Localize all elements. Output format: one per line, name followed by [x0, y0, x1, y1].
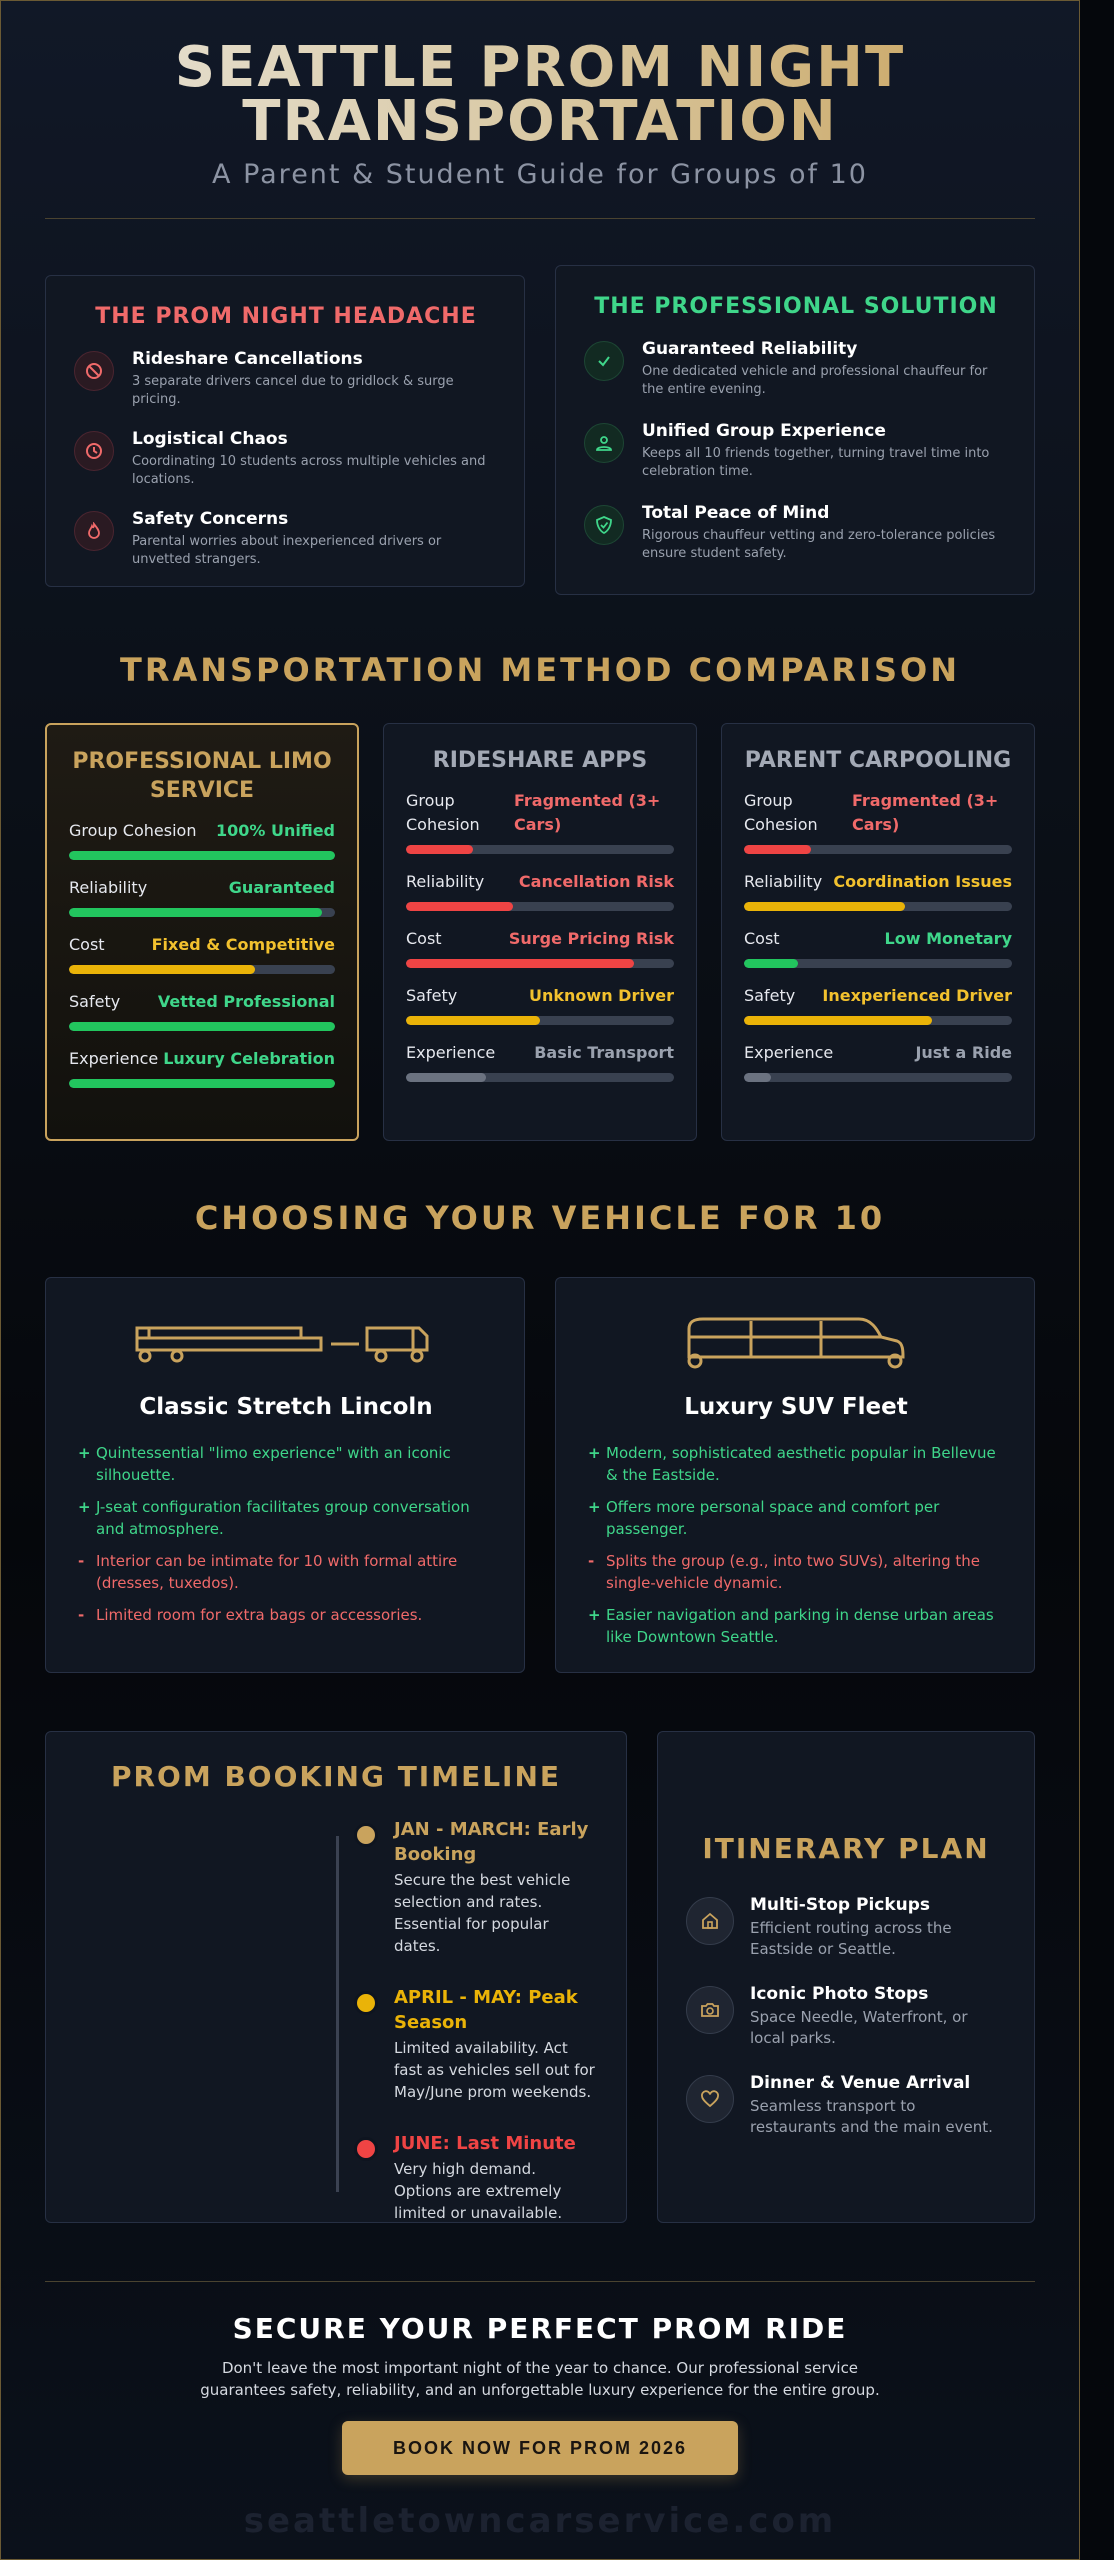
method-metrics: [406, 789, 674, 1082]
metric-bar-fill: [406, 1073, 486, 1082]
metric-row: [744, 789, 1012, 854]
metric-bar: [744, 845, 1012, 854]
metric-value: Surge Pricing Risk: [508, 929, 674, 948]
metric-label: Safety: [744, 986, 796, 1005]
ban-icon: [74, 351, 114, 391]
method-card-rideshare: [383, 723, 697, 1141]
metric-label: Experience: [406, 1043, 496, 1062]
metric-row: [406, 927, 674, 968]
point-mark: +: [588, 1498, 601, 1516]
metric-row: [406, 984, 674, 1025]
problem-item-desc: 3 separate drivers cancel due to gridlock & surge pricing.: [132, 374, 454, 407]
metric-row: [744, 927, 1012, 968]
point-text: Splits the group (e.g., into two SUVs), altering the single-vehicle dynamic.: [606, 1552, 981, 1592]
point-mark: +: [588, 1444, 601, 1462]
shield-check-icon: [584, 505, 624, 545]
metric-bar-fill: [744, 902, 905, 911]
stretch-limo-icon: [74, 1302, 498, 1380]
metric-bar: [69, 908, 335, 917]
metric-value: Coordination Issues: [833, 872, 1012, 891]
itinerary-item: [686, 1895, 1006, 1960]
metric-bar-fill: [744, 1073, 771, 1082]
itinerary-item-desc: Seamless transport to restaurants and the main event.: [750, 2097, 993, 2136]
problem-item-desc: Coordinating 10 students across multiple vehicles and locations.: [132, 454, 486, 487]
problem-item-title: Safety Concerns: [132, 509, 289, 529]
vehicle-pro: [584, 1442, 1008, 1486]
clock-icon: [74, 431, 114, 471]
itinerary-item-title: Multi-Stop Pickups: [750, 1895, 931, 1915]
point-mark: -: [588, 1552, 595, 1570]
metric-value: Fragmented (3+ Cars): [514, 791, 661, 834]
heart-icon: [686, 2075, 734, 2123]
metric-bar-fill: [406, 845, 473, 854]
metric-row: [406, 1041, 674, 1082]
metric-value: Unknown Driver: [529, 986, 674, 1005]
solution-title: THE PROFESSIONAL SOLUTION: [594, 294, 998, 319]
itinerary-item-title: Iconic Photo Stops: [750, 1984, 929, 2004]
vehicle-pro: [74, 1496, 498, 1540]
metric-bar-fill: [69, 851, 335, 860]
problem-item: [74, 349, 498, 409]
point-text: Modern, sophisticated aesthetic popular in Bellevue & the Eastside.: [606, 1444, 996, 1484]
metric-label: Experience: [69, 1049, 159, 1068]
metric-row: [69, 876, 335, 917]
metric-bar: [744, 959, 1012, 968]
solution-item-title: Total Peace of Mind: [642, 503, 830, 523]
home-icon: [686, 1897, 734, 1945]
timeline-itinerary-section: [45, 1731, 1035, 2223]
solution-item: [584, 503, 1008, 563]
method-metrics: [69, 819, 335, 1088]
metric-row: [69, 990, 335, 1031]
metric-label: Group Cohesion: [406, 791, 480, 834]
timeline-item: [76, 1985, 596, 2103]
check-icon: [584, 341, 624, 381]
header: [45, 1, 1035, 190]
metric-value: 100% Unified: [215, 821, 335, 840]
vehicle-card-suv: [555, 1277, 1035, 1673]
vehicle-pro: [584, 1604, 1008, 1648]
metric-row: [744, 1041, 1012, 1082]
problem-item-title: Rideshare Cancellations: [132, 349, 363, 369]
metric-bar-fill: [69, 1022, 335, 1031]
itinerary-item: [686, 2073, 1006, 2138]
page-title: [45, 35, 1035, 154]
itinerary-item: [686, 1984, 1006, 2049]
metric-bar: [69, 851, 335, 860]
timeline-dot: [354, 1823, 378, 1847]
metric-label: Group Cohesion: [744, 791, 818, 834]
vehicle-card-stretch: [45, 1277, 525, 1673]
timeline-title: PROM BOOKING TIMELINE: [110, 1760, 562, 1793]
point-text: Offers more personal space and comfort per passenger.: [606, 1498, 940, 1538]
point-text: J-seat configuration facilitates group conversation and atmosphere.: [96, 1498, 470, 1538]
metric-value: Low Monetary: [884, 929, 1012, 948]
metric-bar: [406, 902, 674, 911]
method-card-limo: [45, 723, 359, 1141]
timeline-dot: [354, 2137, 378, 2161]
metric-value: Guaranteed: [228, 878, 335, 897]
flame-icon: [74, 511, 114, 551]
metric-row: [744, 984, 1012, 1025]
solution-item: [584, 421, 1008, 481]
vehicles-title: CHOOSING YOUR VEHICLE FOR 10: [194, 1199, 886, 1237]
point-mark: +: [588, 1606, 601, 1624]
metric-bar-fill: [69, 1079, 335, 1088]
metric-bar-fill: [744, 1016, 932, 1025]
metric-bar: [406, 1016, 674, 1025]
solution-item: [584, 339, 1008, 399]
vehicle-points: [584, 1442, 1008, 1648]
point-mark: +: [78, 1498, 91, 1516]
metric-label: Cost: [744, 929, 780, 948]
cta-section: [45, 2312, 1035, 2541]
timeline-item-desc: Limited availability. Act fast as vehicles sell out for May/June prom weekends.: [394, 2039, 595, 2101]
metric-value: Inexperienced Driver: [822, 986, 1012, 1005]
point-mark: -: [78, 1606, 85, 1624]
metric-row: [69, 933, 335, 974]
problem-item: [74, 429, 498, 489]
metric-bar: [69, 1022, 335, 1031]
timeline-items: [76, 1817, 596, 2224]
method-title: PARENT CARPOOLING: [744, 748, 1012, 773]
metric-row: [69, 819, 335, 860]
method-title: PROFESSIONAL LIMO SERVICE: [72, 749, 332, 803]
timeline-item: [76, 2131, 596, 2224]
metric-bar-fill: [69, 908, 322, 917]
vehicle-name: Classic Stretch Lincoln: [139, 1394, 433, 1420]
method-metrics: [744, 789, 1012, 1082]
vehicle-name: Luxury SUV Fleet: [684, 1394, 908, 1420]
site-watermark: seattletowncarservice.com: [243, 2501, 837, 2541]
cta-text: [45, 2357, 1035, 2401]
comparison-title: TRANSPORTATION METHOD COMPARISON: [119, 651, 960, 689]
vehicle-con: [74, 1604, 498, 1626]
metric-label: Reliability: [744, 872, 823, 891]
metric-label: Cost: [406, 929, 442, 948]
cta-text-line-1: Don't leave the most important night of the year to chance. Our professional service: [221, 2359, 859, 2377]
vehicle-con: [584, 1550, 1008, 1594]
point-text: Limited room for extra bags or accessories.: [96, 1606, 423, 1624]
metric-label: Cost: [69, 935, 105, 954]
metric-row: [406, 789, 674, 854]
point-text: Easier navigation and parking in dense urban areas like Downtown Seattle.: [606, 1606, 994, 1646]
solution-item-desc: One dedicated vehicle and professional chauffeur for the entire evening.: [642, 364, 988, 397]
page-subtitle: A Parent & Student Guide for Groups of 10: [212, 159, 868, 190]
solution-item-desc: Keeps all 10 friends together, turning travel time into celebration time.: [642, 446, 990, 479]
metric-bar: [406, 845, 674, 854]
metric-label: Reliability: [69, 878, 148, 897]
solution-item-title: Guaranteed Reliability: [642, 339, 858, 359]
metric-bar: [406, 959, 674, 968]
metric-label: Group Cohesion: [69, 821, 197, 840]
metric-bar-fill: [406, 959, 634, 968]
metric-bar-fill: [406, 902, 513, 911]
comparison-section: [45, 723, 1035, 1141]
metric-value: Cancellation Risk: [518, 872, 674, 891]
cta-text-line-2: guarantees safety, reliability, and an unforgettable luxury experience for the entire group.: [200, 2381, 880, 2399]
problem-item: [74, 509, 498, 569]
metric-row: [744, 870, 1012, 911]
metric-bar-fill: [69, 965, 255, 974]
method-title: RIDESHARE APPS: [432, 748, 648, 773]
suv-icon: [584, 1302, 1008, 1380]
metric-bar: [69, 1079, 335, 1088]
metric-row: [406, 870, 674, 911]
point-mark: -: [78, 1552, 85, 1570]
solution-item-title: Unified Group Experience: [642, 421, 886, 441]
solution-item-desc: Rigorous chauffeur vetting and zero-tolerance policies ensure student safety.: [642, 528, 996, 561]
vehicle-points: [74, 1442, 498, 1626]
metric-bar-fill: [406, 1016, 540, 1025]
metric-bar: [744, 1016, 1012, 1025]
vehicle-pro: [584, 1496, 1008, 1540]
metric-bar-fill: [744, 959, 798, 968]
header-divider: [45, 218, 1035, 219]
metric-bar: [744, 1073, 1012, 1082]
metric-label: Experience: [744, 1043, 834, 1062]
problem-solution-section: [45, 265, 1035, 595]
title-line-1: SEATTLE PROM NIGHT: [174, 35, 906, 100]
metric-row: [69, 1047, 335, 1088]
cta-title: SECURE YOUR PERFECT PROM RIDE: [232, 2312, 848, 2345]
metric-label: Safety: [69, 992, 121, 1011]
method-card-carpool: [721, 723, 1035, 1141]
problem-item-title: Logistical Chaos: [132, 429, 288, 449]
metric-label: Safety: [406, 986, 458, 1005]
point-text: Quintessential "limo experience" with an iconic silhouette.: [96, 1444, 451, 1484]
metric-label: Reliability: [406, 872, 485, 891]
metric-value: Just a Ride: [915, 1043, 1012, 1062]
itinerary-card: [657, 1731, 1035, 2223]
metric-value: Luxury Celebration: [163, 1049, 335, 1068]
metric-bar: [69, 965, 335, 974]
camera-icon: [686, 1986, 734, 2034]
metric-value: Basic Transport: [534, 1043, 674, 1062]
title-line-2: TRANSPORTATION: [242, 89, 838, 154]
timeline-item-head: APRIL - MAY: Peak Season: [394, 1987, 578, 2033]
metric-value: Fixed & Competitive: [151, 935, 335, 954]
problem-title: THE PROM NIGHT HEADACHE: [95, 304, 477, 329]
point-mark: +: [78, 1444, 91, 1462]
group-icon: [584, 423, 624, 463]
metric-bar: [744, 902, 1012, 911]
timeline-card: [45, 1731, 627, 2223]
problem-item-desc: Parental worries about inexperienced drivers or unvetted strangers.: [132, 534, 442, 567]
itinerary-item-desc: Efficient routing across the Eastside or Seattle.: [750, 1919, 952, 1958]
vehicles-section: [45, 1277, 1035, 1673]
timeline-item-head: JAN - MARCH: Early Booking: [394, 1819, 589, 1865]
timeline-item-desc: Secure the best vehicle selection and rates. Essential for popular dates.: [394, 1871, 571, 1955]
metric-bar-fill: [744, 845, 811, 854]
itinerary-item-title: Dinner & Venue Arrival: [750, 2073, 971, 2093]
itinerary-item-desc: Space Needle, Waterfront, or local parks.: [750, 2008, 968, 2047]
itinerary-title: ITINERARY PLAN: [702, 1832, 990, 1865]
timeline-dot: [354, 1991, 378, 2015]
metric-value: Fragmented (3+ Cars): [852, 791, 999, 834]
metric-value: Vetted Professional: [157, 992, 335, 1011]
timeline-item-head: JUNE: Last Minute: [394, 2133, 576, 2154]
timeline-item-desc: Very high demand. Options are extremely limited or unavailable.: [394, 2160, 563, 2222]
vehicle-con: [74, 1550, 498, 1594]
point-text: Interior can be intimate for 10 with formal attire (dresses, tuxedos).: [96, 1552, 458, 1592]
book-now-button[interactable]: BOOK NOW FOR PROM 2026: [342, 2421, 738, 2475]
solution-card: [555, 265, 1035, 595]
metric-bar: [406, 1073, 674, 1082]
cta-divider: [45, 2281, 1035, 2282]
vehicle-pro: [74, 1442, 498, 1486]
problem-card: [45, 275, 525, 587]
timeline-item: [76, 1817, 596, 1957]
